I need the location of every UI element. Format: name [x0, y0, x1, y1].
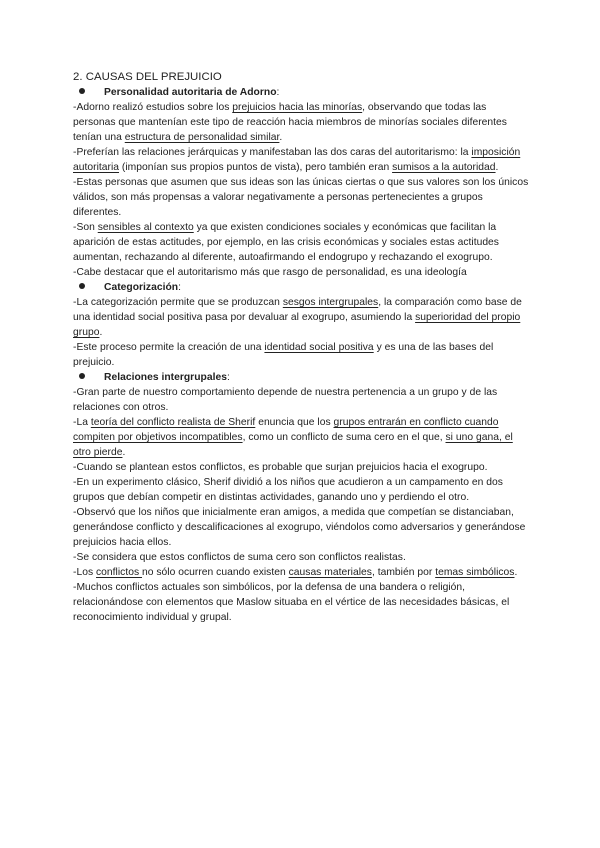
underlined-text: prejuicios hacia las minorías: [232, 102, 363, 113]
paragraph: [73, 460, 530, 475]
paragraph: [73, 580, 530, 625]
text-run: -Gran parte de nuestro comportamiento depende de nuestra pertenencia a un grupo y de las relaciones con otros.: [73, 387, 498, 413]
text-run: .: [279, 132, 283, 143]
underlined-text: sesgos intergrupales: [282, 297, 379, 308]
underlined-text: causas materiales: [288, 567, 372, 578]
text-run: .: [99, 327, 103, 338]
underlined-text: sensibles al contexto: [97, 222, 194, 233]
bullet-icon: [79, 373, 85, 379]
paragraph: [73, 175, 530, 220]
underlined-text: grupos entrarán en conflicto cuando compiten por objetivos incompatibles: [73, 417, 499, 443]
heading-colon: :: [178, 282, 181, 293]
paragraph: [73, 475, 530, 505]
section-heading-text: Categorización: [104, 282, 179, 293]
text-run: (imponían sus propios puntos de vista), pero también eran: [119, 162, 393, 173]
section-heading: [73, 280, 530, 295]
text-run: .: [495, 162, 499, 173]
paragraph: [73, 550, 530, 565]
section-heading: [73, 85, 530, 100]
text-run: -La: [73, 417, 91, 428]
text-run: -Cuando se plantean estos conflictos, es probable que surjan prejuicios hacia el exogrupo.: [73, 462, 488, 473]
section-heading-text: Personalidad autoritaria de Adorno: [104, 87, 277, 98]
text-run: y es una de las bases del prejuicio.: [73, 342, 494, 368]
text-run: ya que existen condiciones sociales y económicas que facilitan la aparición de estas actitudes, por ejemplo, en las crisis económicas y sociales estas actitudes aumentan, rechazando al diferente, autoafirmando el endogrupo y rechazando el exogrupo.: [73, 222, 499, 263]
text-run: -Observó que los niños que inicialmente eran amigos, a medida que competían se distanciaban, generándose conflicto y descalificaciones al exogrupo, viéndolos como adversarios y generándose prejuicios hacia ellos.: [73, 507, 526, 548]
page-title: 2. CAUSAS DEL PREJUICIO: [73, 71, 222, 83]
text-run: .: [514, 567, 518, 578]
text-run: -Se considera que estos conflictos de suma cero son conflictos realistas.: [73, 552, 406, 563]
text-run: -Son: [73, 222, 98, 233]
underlined-text: identidad social positiva: [264, 342, 374, 353]
paragraph: [73, 385, 530, 415]
underlined-text: conflictos: [96, 567, 143, 578]
text-run: .: [122, 447, 126, 458]
paragraph: [73, 145, 530, 175]
heading-colon: :: [276, 87, 280, 98]
text-run: -En un experimento clásico, Sherif dividió a los niños que acudieron a un campamento en dos grupos que debían competir en distintas actividades, ganando uno y perdiendo el otro.: [73, 477, 503, 503]
text-run: enuncia que los: [255, 417, 334, 428]
bullet-icon: [79, 283, 85, 289]
paragraph: [73, 220, 530, 265]
underlined-text: si uno gana, el otro pierde: [73, 432, 513, 458]
paragraph: [73, 565, 530, 580]
text-run: -Preferían las relaciones jerárquicas y manifestaban las dos caras del autoritarismo: la: [73, 147, 472, 158]
section-heading: [73, 370, 530, 385]
underlined-text: estructura de personalidad similar: [124, 132, 280, 143]
paragraph: [73, 505, 530, 550]
text-run: , como un conflicto de suma cero en el que,: [242, 432, 446, 443]
text-run: -Adorno realizó estudios sobre los: [73, 102, 233, 113]
document-body: [73, 70, 530, 625]
underlined-text: teoría del conflicto realista de Sherif: [90, 417, 256, 428]
underlined-text: imposición autoritaria: [73, 147, 521, 173]
text-run: -Cabe destacar que el autoritarismo más que rasgo de personalidad, es una ideología: [73, 267, 467, 278]
bullet-icon: [79, 88, 85, 94]
text-run: -Estas personas que asumen que sus ideas son las únicas ciertas o que sus valores son los únicos válidos, son más propensas a valorar negativamente a personas pertenecientes a grupos diferentes.: [73, 177, 529, 218]
heading-colon: :: [226, 372, 230, 383]
text-run: , también por: [371, 567, 436, 578]
text-run: no sólo ocurren cuando existen: [142, 567, 289, 578]
underlined-text: temas simbólicos: [435, 567, 515, 578]
paragraph: [73, 265, 530, 280]
text-run: -Los: [73, 567, 96, 578]
section-heading-text: Relaciones intergrupales: [104, 372, 227, 383]
text-run: -Este proceso permite la creación de una: [73, 342, 265, 353]
paragraph: [73, 340, 530, 370]
text-run: , observando que todas las personas que mantenían este tipo de reacción hacia miembros de minorías sociales diferentes tenían una: [73, 102, 507, 143]
paragraph: [73, 295, 530, 340]
paragraph: [73, 100, 530, 145]
sections-container: [73, 85, 530, 625]
text-run: -Muchos conflictos actuales son simbólicos, por la defensa de una bandera o religión, relacionándose con elementos que Maslow situaba en el vértice de las necesidades básicas, el reconocimiento individual y grupal.: [73, 582, 510, 623]
paragraph: [73, 415, 530, 460]
text-run: -La categorización permite que se produzcan: [73, 297, 283, 308]
text-run: , la comparación como base de una identidad social positiva pasa por devaluar al exogrupo, asumiendo la: [73, 297, 522, 323]
underlined-text: superioridad del propio grupo: [73, 312, 521, 338]
underlined-text: sumisos a la autoridad: [392, 162, 496, 173]
